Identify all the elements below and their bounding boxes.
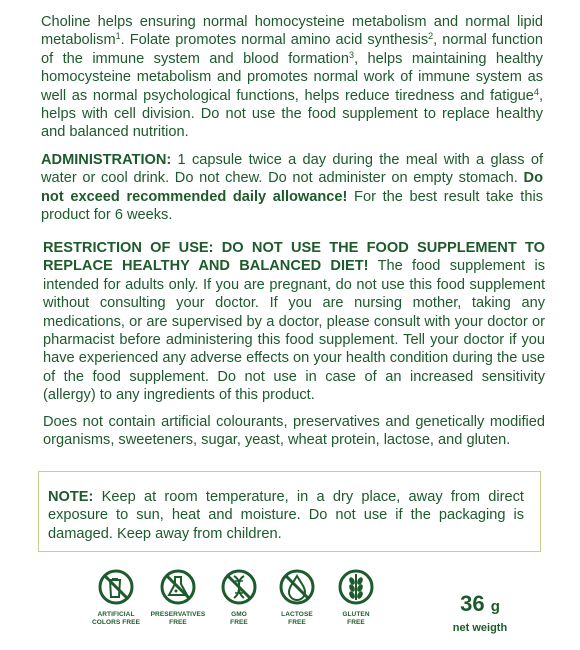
artificial-colors-icon <box>97 568 135 606</box>
lactose-icon <box>278 568 316 606</box>
net-weight-label: net weigth <box>452 622 508 634</box>
benefits-paragraph: Choline helps ensuring normal homocysteine metabolism and normal lipid metabolism$^1$. Folate promotes normal amino acid synthesis$^2$, normal function of the immune system and blood formation$^3$, helps maintaining healthy homocysteine metabolism and promotes normal work of immune system as well as normal psychological functions, helps reduce tiredness and fatigue$^4$, helps with cell division. Do not use the food supplement to replace healthy and balanced nutrition. <box>41 14 543 141</box>
note-heading: NOTE: <box>48 489 94 505</box>
artificial-colors-free-badge: ARTIFICIAL COLORS FREE <box>86 568 146 627</box>
free-from-paragraph: Does not contain artificial colourants, preservatives and genetically modified organisms, sweeteners, sugar, yeast, wheat protein, lactose, and gluten. <box>43 414 545 449</box>
administration-paragraph: ADMINISTRATION: 1 capsule twice a day during the meal with a glass of water or cool drink. Do not chew. Do not administer on empty stomach. Do not exceed recommended daily allowance! For the best result take this product for 6 weeks. <box>41 152 543 224</box>
lactose-free-badge: LACTOSE FREE <box>267 568 327 627</box>
restriction-heading: RESTRICTION OF USE: DO NOT USE THE FOOD SUPPLEMENT TO REPLACE HEALTHY AND BALANCED DIET! <box>43 240 545 275</box>
storage-note: NOTE: Keep at room temperature, in a dry place, away from direct exposure to sun, heat and moisture. Do not use if the packaging is damaged. Keep away from children. <box>48 489 524 542</box>
administration-heading: ADMINISTRATION: <box>41 152 172 168</box>
net-weight-unit: g <box>490 598 500 615</box>
preservatives-icon <box>159 568 197 606</box>
preservatives-free-badge: PRESERVATIVES FREE <box>148 568 208 627</box>
net-weight-value: 36 <box>460 591 485 616</box>
gmo-free-badge: GMO FREE <box>209 568 269 627</box>
net-weight <box>440 592 520 634</box>
daily-allowance-warning: Do not exceed recommended daily allowance! <box>41 170 543 205</box>
gluten-icon <box>337 568 375 606</box>
free-from-badges <box>86 568 386 648</box>
restriction-paragraph: RESTRICTION OF USE: DO NOT USE THE FOOD SUPPLEMENT TO REPLACE HEALTHY AND BALANCED DIET! The food supplement is intended for adults only. If you are pregnant, do not use this food supplement without consulting your doctor. If you are nursing mother, taking any medications, or are supervised by a doctor, please consult with your doctor or pharmacist before administering this food supplement. Tell your doctor if you have experienced any adverse effects on your health condition during the use of the food supplement. Do not use in case of an increased sensitivity (allergy) to any ingredients of this product. <box>43 240 545 404</box>
gmo-icon <box>220 568 258 606</box>
gluten-free-badge: GLUTEN FREE <box>326 568 386 627</box>
storage-note-box <box>38 471 541 552</box>
